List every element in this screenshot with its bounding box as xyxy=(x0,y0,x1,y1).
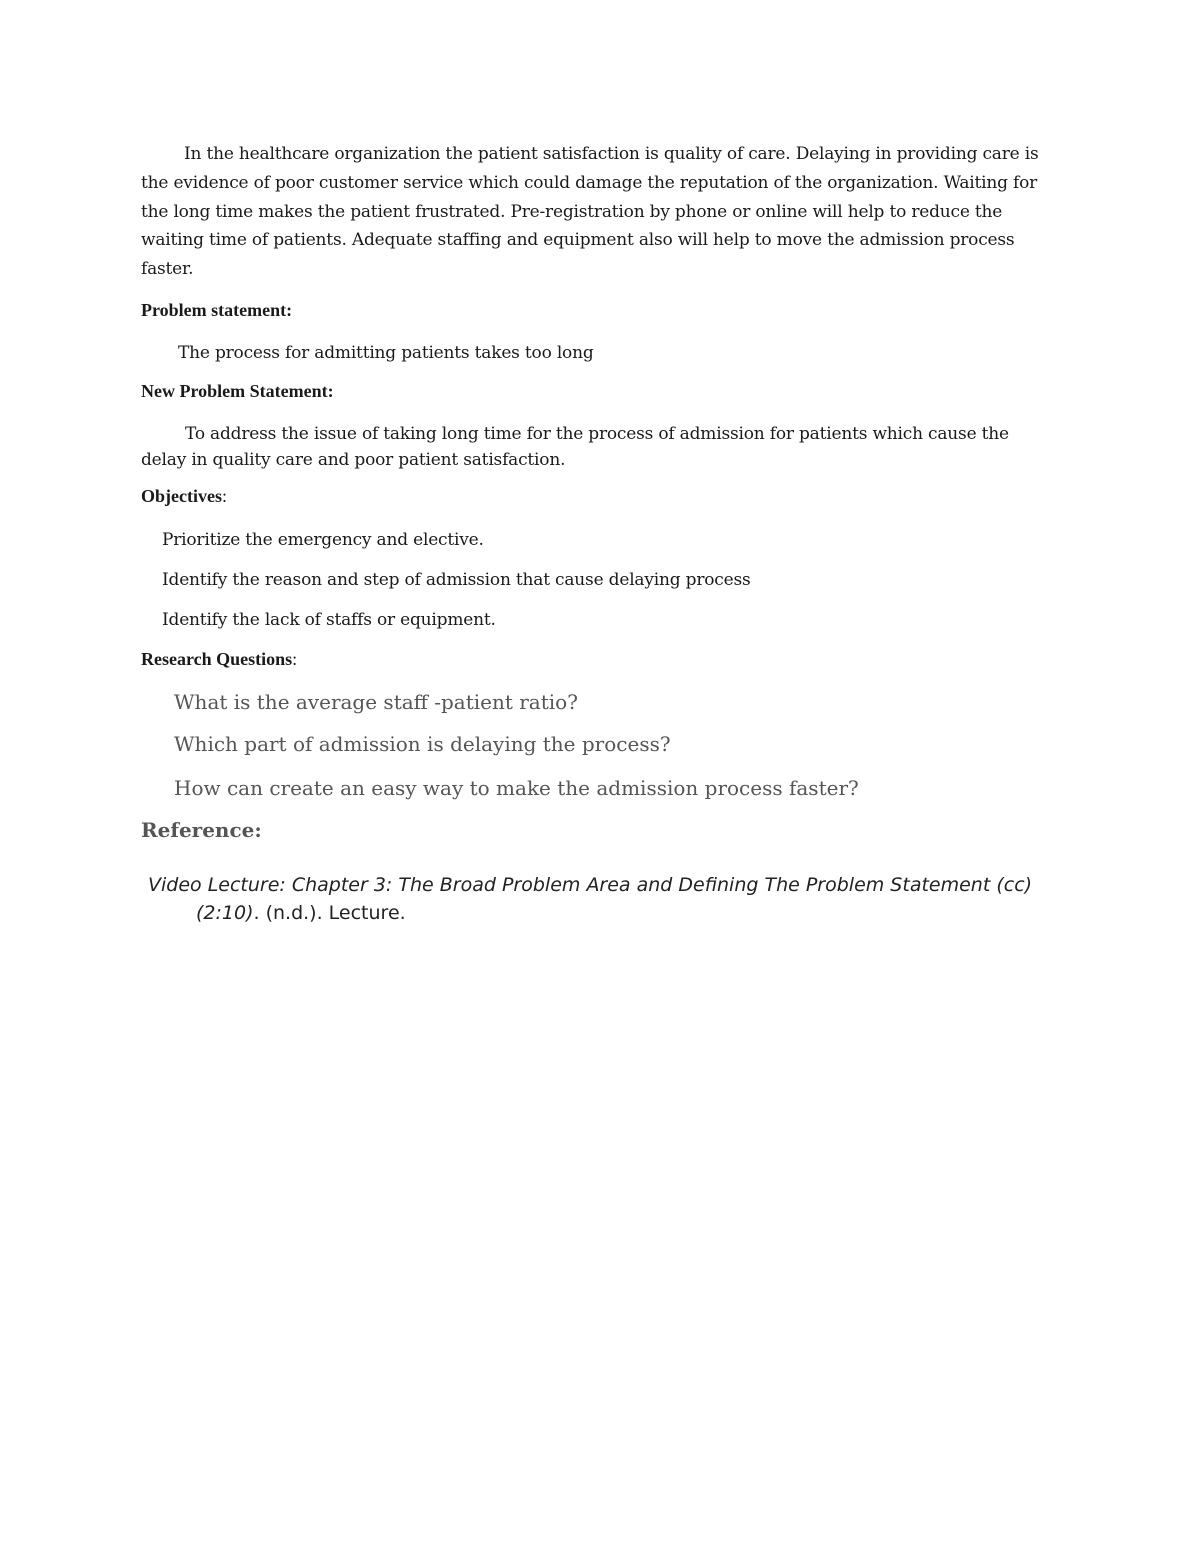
reference-title-line xyxy=(148,872,1032,899)
research-questions-heading-text: Research Questions xyxy=(141,649,293,669)
objectives-heading xyxy=(141,486,227,507)
research-questions-heading-colon: : xyxy=(292,649,298,669)
intro-line: the evidence of poor customer service which could damage the reputation of the organization. Waiting for xyxy=(141,173,1038,193)
problem-statement-heading: Problem statement: xyxy=(141,300,293,320)
new-problem-statement-heading: New Problem Statement: xyxy=(141,381,334,401)
intro-line: faster. xyxy=(141,259,194,279)
objectives-heading-colon: : xyxy=(221,486,227,506)
reference-suffix: . (n.d.). Lecture. xyxy=(253,902,406,924)
new-problem-line: delay in quality care and poor patient satisfaction. xyxy=(141,450,566,470)
intro-line: In the healthcare organization the patient satisfaction is quality of care. Delaying in providing care is xyxy=(184,144,1039,164)
objective-item: Identify the reason and step of admission that cause delaying process xyxy=(162,570,751,590)
reference-heading: Reference: xyxy=(141,818,262,842)
research-question-item: What is the average staff -patient ratio? xyxy=(174,690,578,714)
reference-title-cont: (2:10) xyxy=(196,902,254,924)
reference-title-line xyxy=(196,900,406,927)
intro-line: waiting time of patients. Adequate staffing and equipment also will help to move the admission process xyxy=(141,230,1015,250)
intro-line: the long time makes the patient frustrated. Pre-registration by phone or online will help to reduce the xyxy=(141,202,1003,222)
research-questions-heading xyxy=(141,649,297,670)
research-question-item: How can create an easy way to make the admission process faster? xyxy=(174,776,859,800)
objectives-heading-text: Objectives xyxy=(141,486,222,506)
reference-title: Video Lecture: Chapter 3: The Broad Problem Area and Defining The Problem Statement (cc) xyxy=(148,874,1033,896)
problem-statement-text: The process for admitting patients takes too long xyxy=(178,343,594,363)
research-question-item: Which part of admission is delaying the process? xyxy=(174,732,671,756)
new-problem-line: To address the issue of taking long time for the process of admission for patients which cause the xyxy=(185,424,1009,444)
objective-item: Identify the lack of staffs or equipment. xyxy=(162,610,496,630)
objective-item: Prioritize the emergency and elective. xyxy=(162,530,484,550)
